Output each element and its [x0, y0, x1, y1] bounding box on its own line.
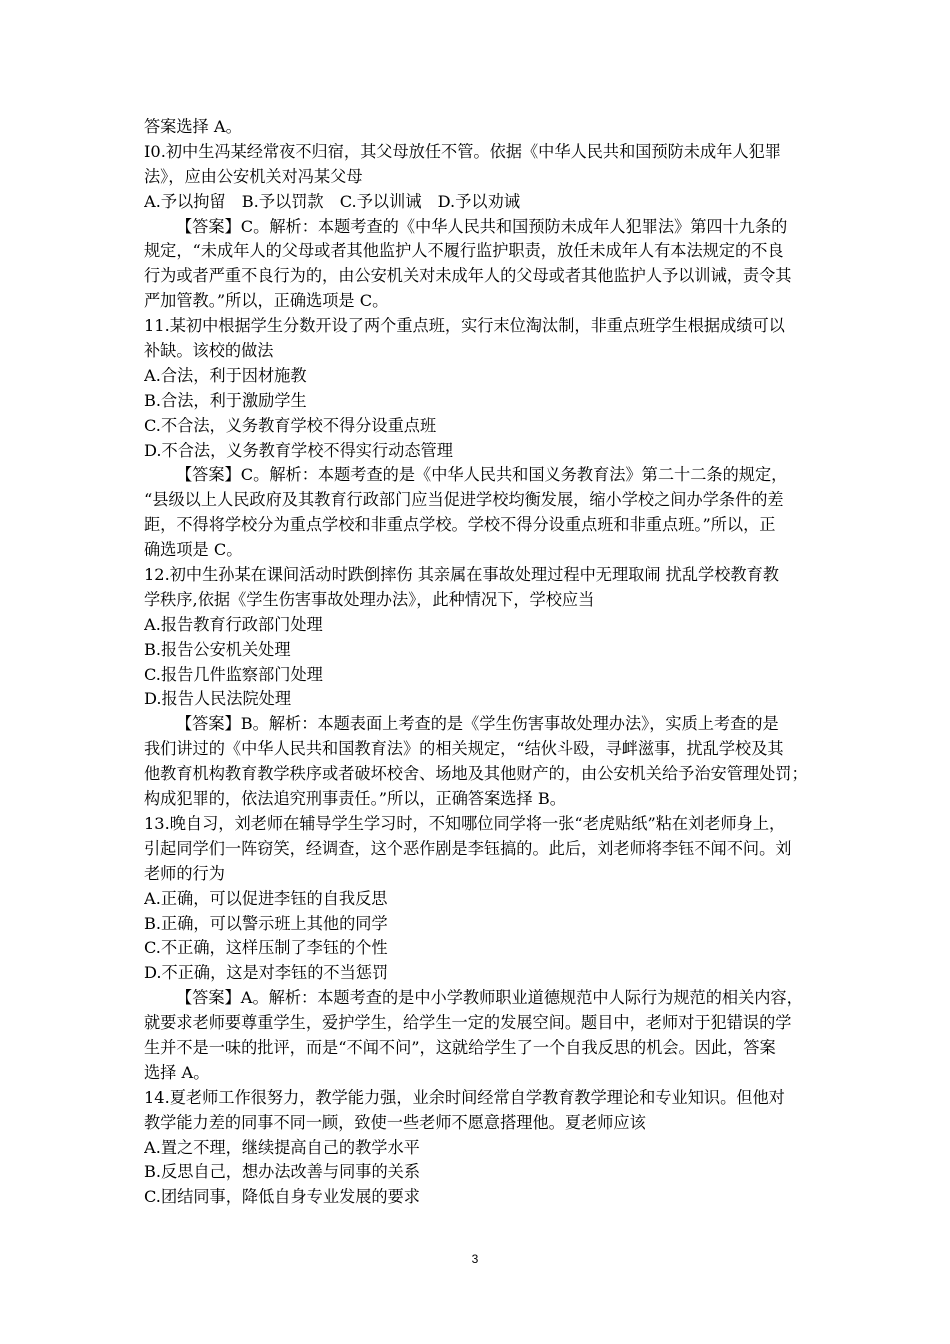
text-line: B.报告公安机关处理	[144, 639, 291, 659]
answer-paragraph-line: 【答案】C。解析：本题考查的是《中华人民共和国义务教育法》第二十二条的规定，	[176, 465, 788, 485]
text-line: C.不正确，这样压制了李钰的个性	[144, 938, 388, 958]
text-line: 法》，应由公安机关对冯某父母	[144, 166, 363, 186]
text-line: 14.夏老师工作很努力，教学能力强，业余时间经常自学教育教学理论和专业知识。但他对	[144, 1087, 785, 1107]
text-line: B.正确，可以警示班上其他的同学	[144, 913, 388, 933]
text-line: 他教育机构教育教学秩序或者破坏校舍、场地及其他财产的，由公安机关给予治安管理处罚；	[144, 764, 808, 784]
answer-paragraph-line: 【答案】A。解析：本题考查的是中小学教师职业道德规范中人际行为规范的相关内容，	[176, 988, 803, 1008]
text-line: A.合法，利于因材施教	[144, 365, 307, 385]
text-line: 老师的行为	[144, 863, 225, 883]
page-number: 3	[471, 1252, 479, 1266]
text-line: 确选项是 C。	[144, 540, 243, 560]
text-line: 生并不是一味的批评，而是“不闻不问”，这就给学生了一个自我反思的机会。因此，答案	[144, 1037, 776, 1057]
text-line: 引起同学们一阵窃笑，经调查，这个恶作剧是李钰搞的。此后，刘老师将李钰不闻不问。刘	[144, 838, 792, 858]
text-line: 补缺。该校的做法	[144, 341, 274, 361]
text-line: D.报告人民法院处理	[144, 689, 292, 709]
text-line: I0.初中生冯某经常夜不归宿，其父母放任不管。依据《中华人民共和国预防未成年人犯罪	[144, 141, 781, 161]
text-line: A.正确，可以促进李钰的自我反思	[144, 888, 388, 908]
document-body	[144, 115, 810, 1210]
text-line: D.不合法，义务教育学校不得实行动态管理	[144, 440, 453, 460]
text-line: 行为或者严重不良行为的，由公安机关对未成年人的父母或者其他监护人予以训诫，责令其	[144, 266, 792, 286]
text-line: 就要求老师要尊重学生，爱护学生，给学生一定的发展空间。题目中，老师对于犯错误的学	[144, 1013, 792, 1033]
answer-paragraph-line: 【答案】C。解析：本题考查的《中华人民共和国预防未成年人犯罪法》第四十九条的	[176, 216, 788, 236]
text-line: 我们讲过的《中华人民共和国教育法》的相关规定，“结伙斗殴，寻衅滋事，扰乱学校及其	[144, 739, 784, 759]
text-line: 构成犯罪的，依法追究刑事责任。”所以，正确答案选择 B。	[144, 789, 566, 809]
text-line: C.团结同事，降低自身专业发展的要求	[144, 1187, 420, 1207]
text-line: 13.晚自习，刘老师在辅导学生学习时，不知哪位同学将一张“老虎贴纸”粘在刘老师身上，	[144, 813, 786, 833]
text-line: 严加管教。”所以，正确选项是 C。	[144, 291, 389, 311]
text-line: 学秩序,依据《学生伤害事故处理办法》，此种情况下，学校应当	[144, 589, 595, 609]
answer-paragraph-line: 【答案】B。解析：本题表面上考查的是《学生伤害事故处理办法》，实质上考查的是	[176, 714, 779, 734]
text-line: B.反思自己，想办法改善与同事的关系	[144, 1162, 421, 1182]
text-line: 距，不得将学校分为重点学校和非重点学校。学校不得分设重点班和非重点班。”所以，正	[144, 515, 776, 535]
text-line: 教学能力差的同事不同一顾，致使一些老师不愿意搭理他。夏老师应该	[144, 1112, 646, 1132]
text-line: A.予以拘留 B.予以罚款 C.予以训诫 D.予以劝诫	[144, 191, 520, 211]
text-line: 11.某初中根据学生分数开设了两个重点班，实行末位淘汰制，非重点班学生根据成绩可以	[144, 316, 785, 336]
text-line: C.报告几件监察部门处理	[144, 664, 323, 684]
text-line: 选择 A。	[144, 1062, 210, 1082]
text-line: B.合法，利于激励学生	[144, 390, 307, 410]
text-line: A.报告教育行政部门处理	[144, 614, 323, 634]
text-line: 答案选择 A。	[144, 117, 242, 136]
text-line: 规定，“未成年人的父母或者其他监护人不履行监护职责，放任未成年人有本法规定的不良	[144, 241, 784, 261]
text-line: C.不合法，义务教育学校不得分设重点班	[144, 415, 437, 435]
text-line: 12.初中生孙某在课间活动时跌倒摔伤 其亲属在事故处理过程中无理取闹 扰乱学校教育教	[144, 565, 779, 585]
text-line: “县级以上人民政府及其教育行政部门应当促进学校均衡发展，缩小学校之间办学条件的差	[144, 490, 784, 510]
text-line: D.不正确，这是对李钰的不当惩罚	[144, 963, 389, 983]
text-line: A.置之不理，继续提高自己的教学水平	[144, 1137, 420, 1157]
